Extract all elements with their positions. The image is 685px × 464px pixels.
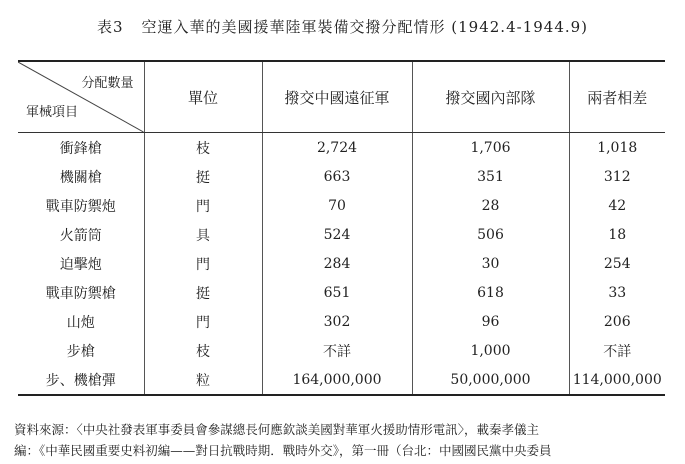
expedition-value-cell: 302 [262, 307, 412, 336]
unit-cell: 挺 [144, 162, 262, 191]
difference-value-cell: 114,000,000 [569, 365, 665, 395]
expedition-value-cell: 70 [262, 191, 412, 220]
difference-value-cell: 不詳 [569, 336, 665, 365]
domestic-value-cell: 30 [412, 249, 569, 278]
domestic-value-cell: 1,706 [412, 133, 569, 163]
expedition-value-cell: 164,000,000 [262, 365, 412, 395]
difference-value-cell: 1,018 [569, 133, 665, 163]
unit-cell: 具 [144, 220, 262, 249]
table-row [18, 336, 665, 365]
header-domestic: 撥交國內部隊 [412, 61, 569, 133]
difference-value-cell: 312 [569, 162, 665, 191]
domestic-value-cell: 506 [412, 220, 569, 249]
difference-value-cell: 18 [569, 220, 665, 249]
unit-cell: 枝 [144, 336, 262, 365]
header-difference: 兩者相差 [569, 61, 665, 133]
domestic-value-cell: 28 [412, 191, 569, 220]
expedition-value-cell: 284 [262, 249, 412, 278]
table-row [18, 249, 665, 278]
expedition-value-cell: 2,724 [262, 133, 412, 163]
source-line-2: 編：《中華民國重要史料初編——對日抗戰時期．戰時外交》，第一冊（台北：中國國民黨中央委員 [14, 443, 552, 458]
expedition-value-cell: 663 [262, 162, 412, 191]
domestic-value-cell: 96 [412, 307, 569, 336]
item-name-cell: 機關槍 [18, 162, 144, 191]
equipment-table [18, 60, 665, 396]
difference-value-cell: 254 [569, 249, 665, 278]
unit-cell: 枝 [144, 133, 262, 163]
corner-top-label: 分配數量 [81, 76, 134, 91]
domestic-value-cell: 1,000 [412, 336, 569, 365]
header-unit: 單位 [144, 61, 262, 133]
item-name-cell: 山炮 [18, 307, 144, 336]
unit-cell: 門 [144, 191, 262, 220]
expedition-value-cell: 524 [262, 220, 412, 249]
table-row [18, 220, 665, 249]
table-number: 表3 [96, 18, 124, 36]
table-row [18, 191, 665, 220]
difference-value-cell: 42 [569, 191, 665, 220]
difference-value-cell: 33 [569, 278, 665, 307]
table-row [18, 307, 665, 336]
table-row [18, 162, 665, 191]
table-row [18, 278, 665, 307]
source-note [14, 419, 674, 461]
table-title-text: 空運入華的美國援華陸軍裝備交撥分配情形 (1942.4-1944.9) [141, 18, 589, 36]
unit-cell: 粒 [144, 365, 262, 395]
expedition-value-cell: 651 [262, 278, 412, 307]
item-name-cell: 衝鋒槍 [18, 133, 144, 163]
corner-bottom-label: 軍械項目 [26, 105, 79, 120]
item-name-cell: 步、機槍彈 [18, 365, 144, 395]
domestic-value-cell: 618 [412, 278, 569, 307]
table-row [18, 365, 665, 395]
unit-cell: 挺 [144, 278, 262, 307]
difference-value-cell: 206 [569, 307, 665, 336]
unit-cell: 門 [144, 307, 262, 336]
item-name-cell: 迫擊炮 [18, 249, 144, 278]
item-name-cell: 戰車防禦槍 [18, 278, 144, 307]
item-name-cell: 戰車防禦炮 [18, 191, 144, 220]
unit-cell: 門 [144, 249, 262, 278]
item-name-cell: 步槍 [18, 336, 144, 365]
domestic-value-cell: 50,000,000 [412, 365, 569, 395]
header-expedition: 撥交中國遠征軍 [262, 61, 412, 133]
source-line-1: 資料來源：〈中央社發表軍事委員會參謀總長何應欽談美國對華軍火援助情形電訊〉，載秦孝儀主 [14, 422, 540, 437]
header-row [18, 61, 665, 133]
table-title [0, 16, 685, 37]
corner-header-cell [18, 61, 144, 133]
domestic-value-cell: 351 [412, 162, 569, 191]
table-row [18, 133, 665, 163]
expedition-value-cell: 不詳 [262, 336, 412, 365]
item-name-cell: 火箭筒 [18, 220, 144, 249]
